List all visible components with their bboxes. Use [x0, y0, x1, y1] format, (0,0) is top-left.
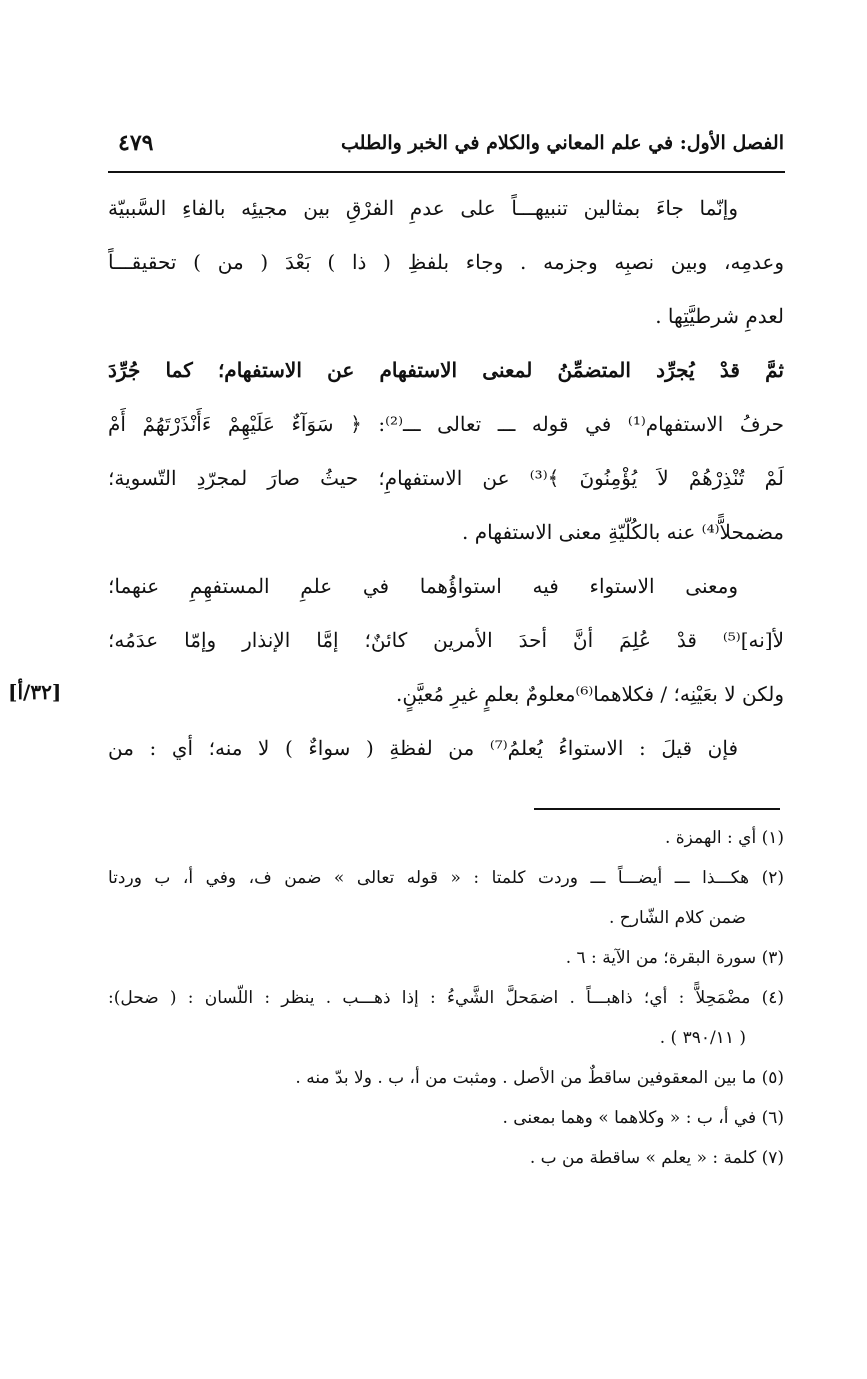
- footnote: (٦) في أ، ب : « وكلاهما » وهما بمعنى .: [502, 1108, 784, 1128]
- text-line: ثمَّ قدْ يُجرِّد المتضمِّنُ لمعنى الاستفهام عن الاستفهام؛ كما جُرِّدَ: [108, 358, 784, 382]
- running-title: الفصل الأول: في علم المعاني والكلام في الخبر والطلب: [341, 132, 784, 154]
- footnote-separator: [534, 808, 780, 810]
- text-line: وعدمِه، وبين نصبِه وجزمه . وجاء بلفظِ ( ذا ) بَعْدَ ( من ) تحقيقـــاً: [108, 250, 784, 274]
- text-line: لَمْ تُنْذِرْهُمْ لاَ يُؤْمِنُونَ ﴾⁽³⁾ عن الاستفهامِ؛ حيثُ صارَ لمجرّدِ التّسوية؛: [108, 466, 784, 490]
- footnote: (٢) هكـــذا ـــ أيضـــاً ـــ وردت كلمتا : « قوله تعالى » ضمن ف، وفي أ، ب وردتا: [108, 868, 784, 888]
- main-text: [108, 181, 784, 775]
- header-rule: [108, 171, 785, 173]
- footnote: (٥) ما بين المعقوفين ساقطٌ من الأصل . ومثبت من أ، ب . ولا بدّ منه .: [295, 1068, 784, 1088]
- footnote: (١) أي : الهمزة .: [664, 828, 784, 848]
- footnotes: [108, 818, 784, 1178]
- text-line: ولكن لا بعَيْنِه؛ / فكلاهما⁽⁶⁾معلومٌ بعلمٍ غيرِ مُعيَّنٍ.: [396, 682, 784, 706]
- text-line: ومعنى الاستواء فيه استواؤُهما في علمِ المستفهِمِ عنهما؛: [108, 574, 738, 598]
- running-header: [108, 128, 784, 168]
- footnote: (٤) مضْمَحِلاًّ : أي؛ ذاهبـــاً . اضمَحلَّ الشَّيءُ : إذا ذهـــب . ينظر : اللّسان : ( ضحل):: [108, 988, 784, 1008]
- text-line: حرفُ الاستفهام⁽¹⁾ في قوله ـــ تعالى ـــ⁽²⁾: ﴿ سَوَآءٌ عَلَيْهِمْ ءَأَنْذَرْتَهُمْ أَمْ: [108, 412, 784, 436]
- footnote: (٣) سورة البقرة؛ من الآية : ٦ .: [565, 948, 784, 968]
- manuscript-folio-marker: [٣٢/أ]: [8, 680, 62, 704]
- text-line: لعدمِ شرطيَّتِها .: [655, 304, 784, 328]
- text-line: فإن قيلَ : الاستواءُ يُعلمُ⁽⁷⁾ من لفظةِ ( سواءٌ ) لا منه؛ أي : من: [108, 736, 738, 760]
- page-number: ٤٧٩: [118, 130, 154, 156]
- footnote-continuation: ضمن كلام الشّارح .: [608, 908, 746, 928]
- text-line: لأ[نه]⁽⁵⁾ قدْ عُلِمَ أنَّ أحدَ الأمرين كائنٌ؛ إمَّا الإنذار وإمّا عدَمُه؛: [108, 628, 784, 652]
- text-line: وإنّما جاءَ بمثالين تنبيهـــاً على عدمِ الفرْقِ بين مجيئِه بالفاءِ السَّببيّة: [108, 196, 738, 220]
- text-line: مضمحلاًّ⁽⁴⁾ عنه بالكُلّيّةِ معنى الاستفهام .: [462, 520, 784, 544]
- footnote-continuation: ( ٣٩٠/١١ ) .: [659, 1028, 746, 1048]
- footnote: (٧) كلمة : « يعلم » ساقطة من ب .: [529, 1148, 784, 1168]
